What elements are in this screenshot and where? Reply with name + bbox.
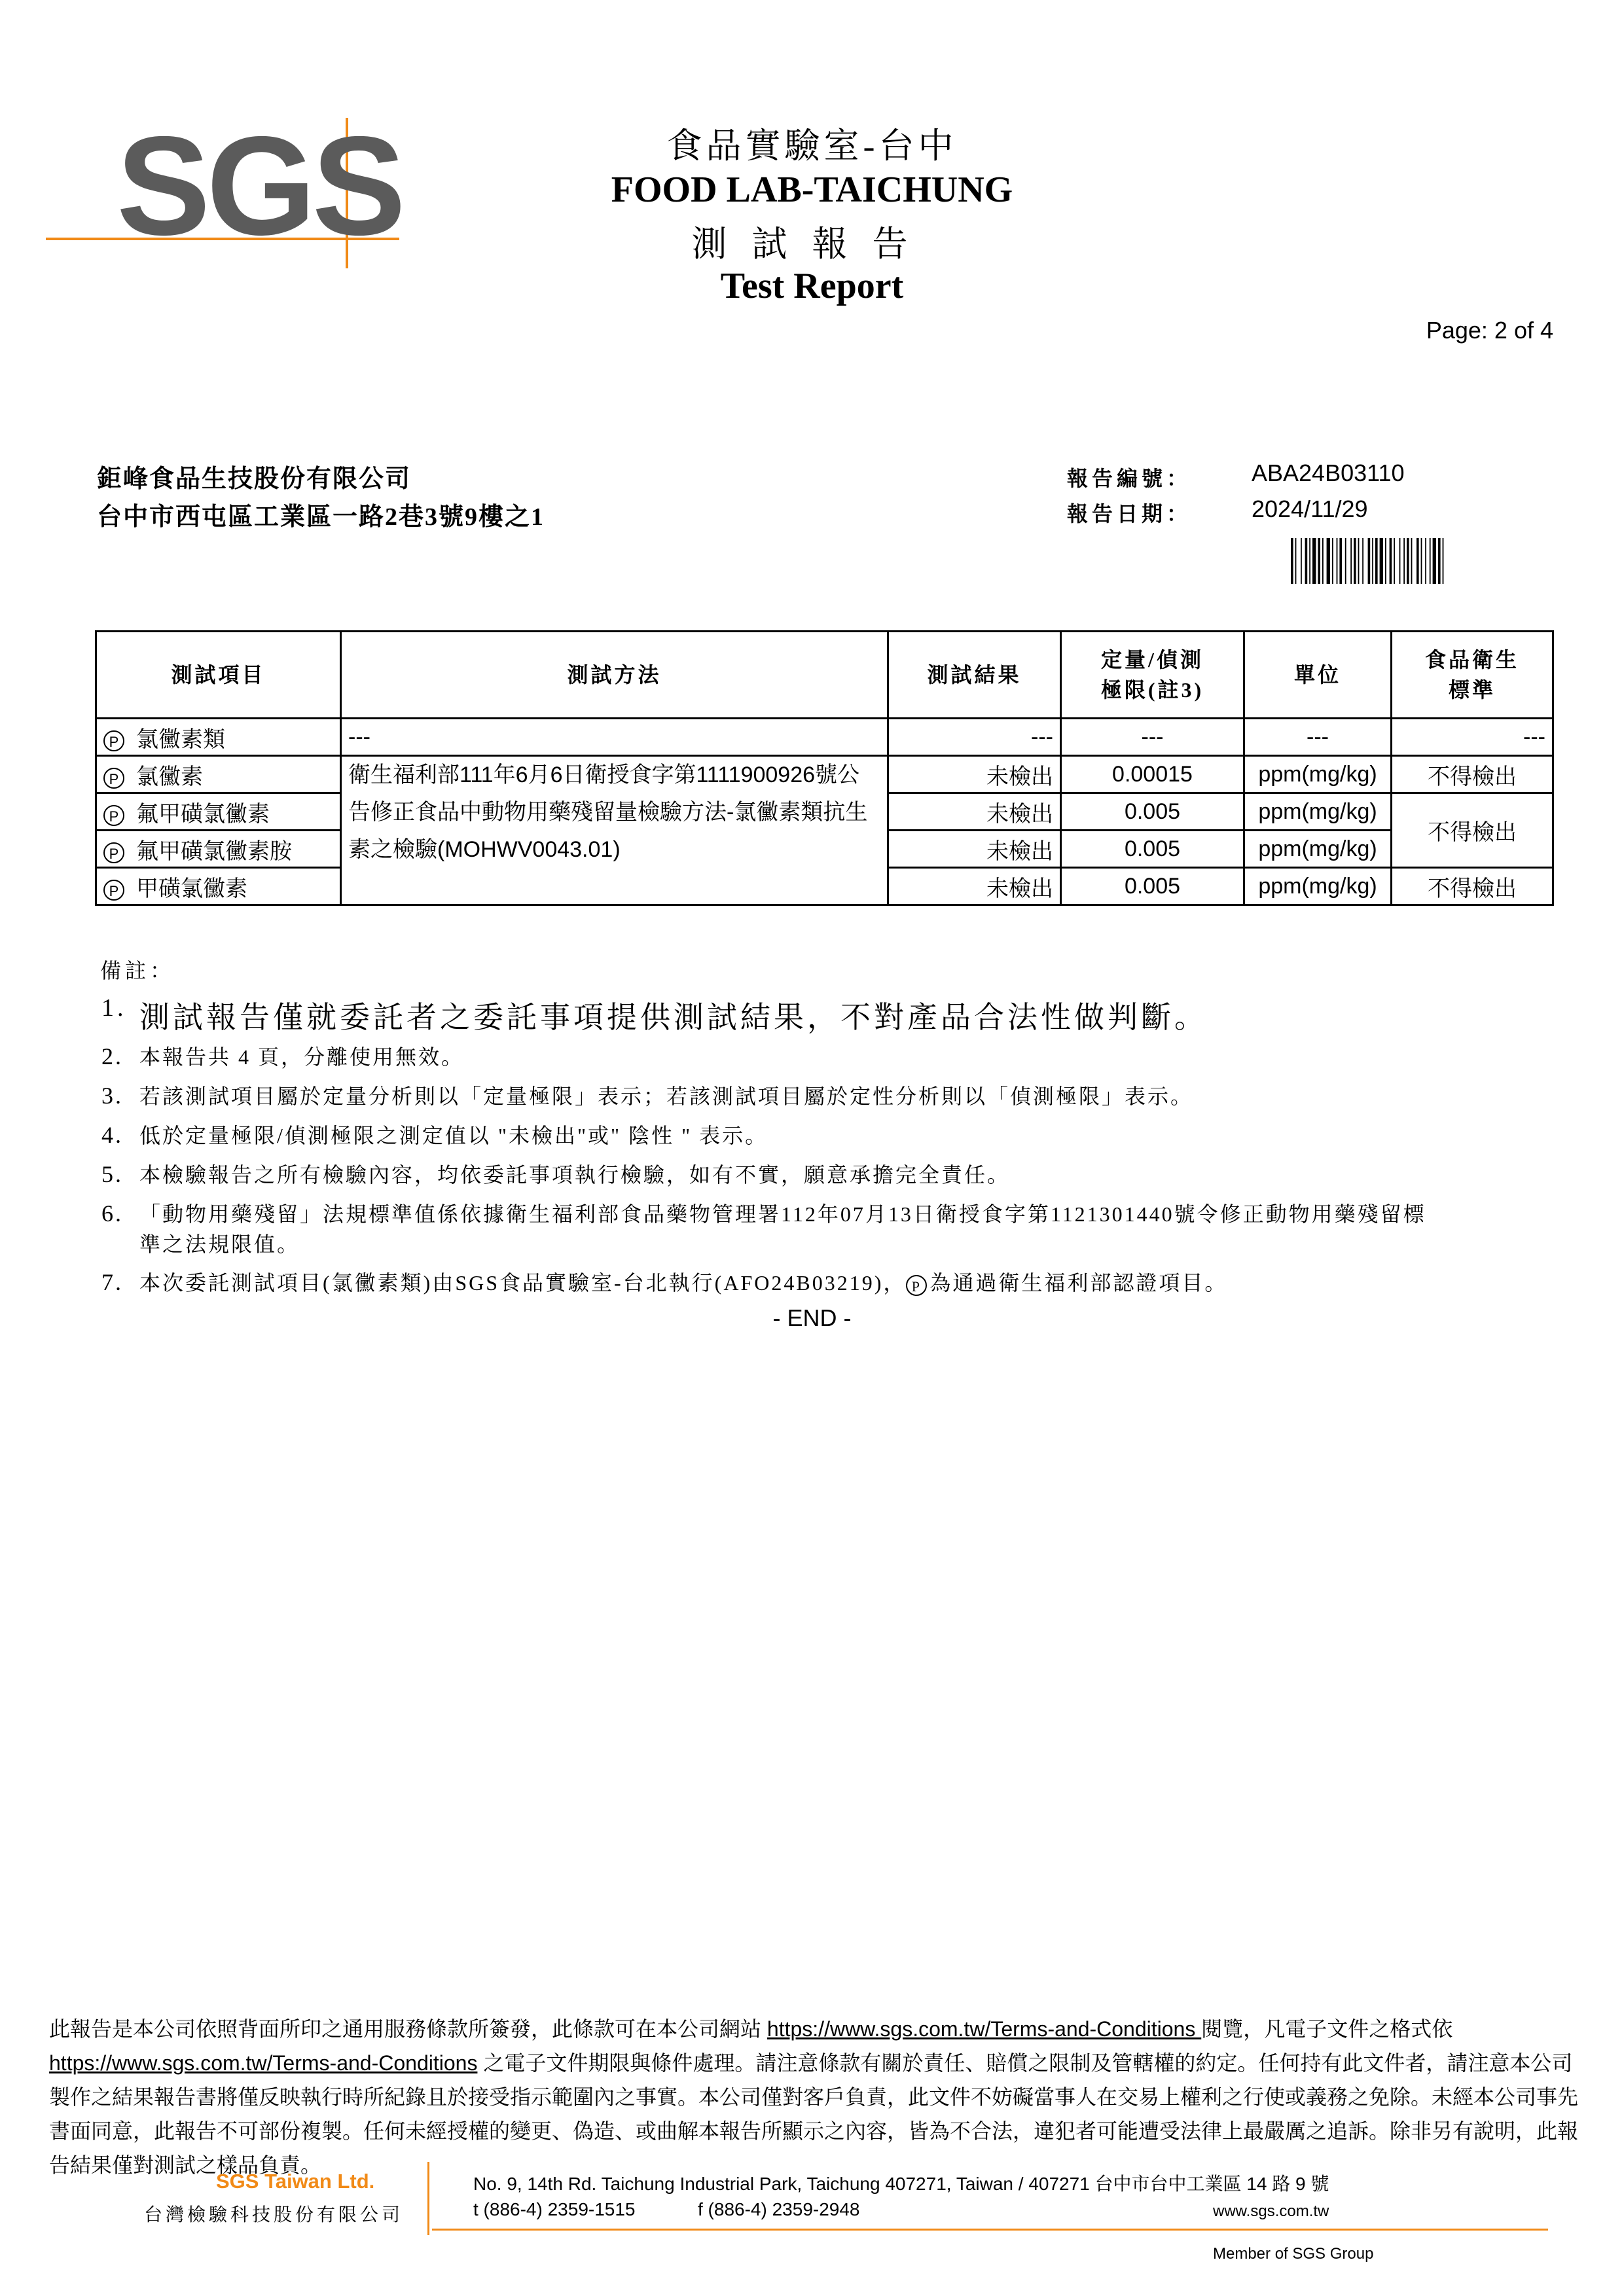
accreditation-mark-icon: P — [103, 880, 124, 901]
result-cell: 未檢出 — [888, 793, 1061, 831]
header-loq: 定量/偵測 極限(註3) — [1061, 632, 1244, 719]
terms-link[interactable]: https://www.sgs.com.tw/Terms-and-Conditions — [767, 2017, 1202, 2041]
company-website[interactable]: www.sgs.com.tw — [1213, 2202, 1329, 2220]
table-header-row — [96, 632, 1553, 719]
item-cell: P 氟甲磺氯黴素胺 — [96, 831, 341, 868]
report-date: 2024/11/29 — [1252, 495, 1368, 522]
footer-divider-vertical — [427, 2162, 429, 2235]
barcode-icon — [1291, 538, 1513, 584]
note-item: 6. 「動物用藥殘留」法規標準值係依據衛生福利部食品藥物管理署112年07月13日衛授食字第1121301440號令修正動物用藥殘留標 準之法規限值。 — [101, 1200, 1426, 1256]
company-phone: t (886-4) 2359-1515 — [473, 2199, 636, 2219]
loq-cell: 0.005 — [1061, 831, 1244, 868]
report-title-cn: 測試報告 — [691, 224, 933, 264]
header-item: 測試項目 — [96, 632, 341, 719]
report-title-en: Test Report — [720, 266, 904, 306]
accreditation-mark-icon: P — [103, 805, 124, 826]
loq-cell: 0.00015 — [1061, 756, 1244, 793]
standard-cell: 不得檢出 — [1392, 868, 1553, 905]
company-fax: f (886-4) 2359-2948 — [698, 2199, 860, 2219]
method-cell: --- — [341, 719, 888, 756]
report-date-label: 報告日期： — [1067, 502, 1192, 526]
company-name-en: SGS Taiwan Ltd. — [216, 2170, 375, 2193]
notes-title: 備註： — [100, 959, 175, 982]
accreditation-mark-icon: P — [103, 730, 124, 751]
disclaimer: 此報告是本公司依照背面所印之通用服務條款所簽發，此條款可在本公司網站 https://www.sgs.com.tw/Terms-and-Conditions 閱覽，凡電子文件之格式依https://www.sgs.com.tw/Terms-and-Conditions 之電子文件期限與條件處理。請注意條款有關於責任、賠償之限制及管轄權的約定。任何持有此文件者，請注意本公司製作之結果報告書將僅反映執行時所紀錄且於接受指示範圍內之事實。本公司僅對客戶負責，此文件不妨礙當事人在交易上權利之行使或義務之免除。未經本公司事先書面同意，此報告不可部份複製。任何未經授權的變更、偽造、或曲解本報告所顯示之內容，皆為不合法，違犯者可能遭受法律上最嚴厲之追訴。除非另有說明，此報告結果僅對測試之樣品負責。 — [49, 2017, 1579, 2177]
table-row — [96, 719, 1553, 756]
result-cell: 未檢出 — [888, 756, 1061, 793]
lab-title-en: FOOD LAB-TAICHUNG — [611, 170, 1013, 210]
result-cell: 未檢出 — [888, 868, 1061, 905]
accreditation-mark-icon: P — [103, 842, 124, 863]
item-cell: P 氯黴素 — [96, 756, 341, 793]
unit-cell: ppm(mg/kg) — [1244, 756, 1392, 793]
loq-cell: 0.005 — [1061, 868, 1244, 905]
loq-cell: --- — [1061, 719, 1244, 756]
loq-cell: 0.005 — [1061, 793, 1244, 831]
company-name-cn: 台灣檢驗科技股份有限公司 — [144, 2205, 404, 2225]
note-item: 7. 本次委託測試項目(氯黴素類)由SGS食品實驗室-台北執行(AFO24B03219)， P 為通過衛生福利部認證項目。 — [101, 1269, 1228, 1295]
report-number-label: 報告編號： — [1067, 467, 1192, 490]
report-number: ABA24B03110 — [1252, 459, 1405, 486]
note-item: 3. 若該測試項目屬於定量分析則以「定量極限」表示；若該測試項目屬於定性分析則以「偵測極限」表示。 — [101, 1083, 1194, 1109]
footer-divider-horizontal — [432, 2229, 1548, 2231]
member-of-group: Member of SGS Group — [1213, 2245, 1374, 2263]
accreditation-mark-icon: P — [103, 768, 124, 789]
note-item: 4. 低於定量極限/偵測極限之測定值以 "未檢出"或" 陰性 " 表示。 — [101, 1122, 768, 1148]
page-number: Page: 2 of 4 — [1426, 317, 1553, 344]
results-table — [95, 630, 1554, 906]
unit-cell: ppm(mg/kg) — [1244, 868, 1392, 905]
standard-cell: --- — [1392, 719, 1553, 756]
item-cell: P 氯黴素類 — [96, 719, 341, 756]
note-item: 2. 本報告共 4 頁，分離使用無效。 — [101, 1043, 465, 1069]
note-item: 1. 測試報告僅就委託者之委託事項提供測試結果，不對產品合法性做判斷。 — [101, 994, 1208, 1034]
item-cell: P 甲磺氯黴素 — [96, 868, 341, 905]
method-cell: 衛生福利部111年6月6日衛授食字第1111900926號公告修正食品中動物用藥殘留量檢驗方法-氯黴素類抗生素之檢驗(MOHWV0043.01) — [341, 756, 888, 905]
standard-cell: 不得檢出 — [1392, 793, 1553, 868]
header-method: 測試方法 — [341, 632, 888, 719]
terms-link[interactable]: https://www.sgs.com.tw/Terms-and-Conditions — [49, 2051, 478, 2075]
header-unit: 單位 — [1244, 632, 1392, 719]
customer-name: 鉅峰食品生技股份有限公司 — [97, 465, 412, 493]
unit-cell: ppm(mg/kg) — [1244, 793, 1392, 831]
unit-cell: ppm(mg/kg) — [1244, 831, 1392, 868]
accreditation-mark-icon: P — [906, 1275, 927, 1296]
company-address: No. 9, 14th Rd. Taichung Industrial Park, Taichung 407271, Taiwan / 407271 台中市台中工業區 14 路 9 號 — [473, 2174, 1329, 2194]
result-cell: --- — [888, 719, 1061, 756]
item-cell: P 氟甲磺氯黴素 — [96, 793, 341, 831]
header-result: 測試結果 — [888, 632, 1061, 719]
result-cell: 未檢出 — [888, 831, 1061, 868]
end-marker: - END - — [772, 1304, 852, 1331]
header-standard: 食品衛生 標準 — [1392, 632, 1553, 719]
sgs-logo-text: SGS — [117, 107, 403, 264]
lab-title-cn: 食品實驗室-台中 — [666, 126, 958, 166]
standard-cell: 不得檢出 — [1392, 756, 1553, 793]
unit-cell: --- — [1244, 719, 1392, 756]
note-item: 5. 本檢驗報告之所有檢驗內容，均依委託事項執行檢驗，如有不實，願意承擔完全責任。 — [101, 1161, 1011, 1187]
table-row — [96, 756, 1553, 793]
customer-address: 台中市西屯區工業區一路2巷3號9樓之1 — [97, 503, 545, 531]
